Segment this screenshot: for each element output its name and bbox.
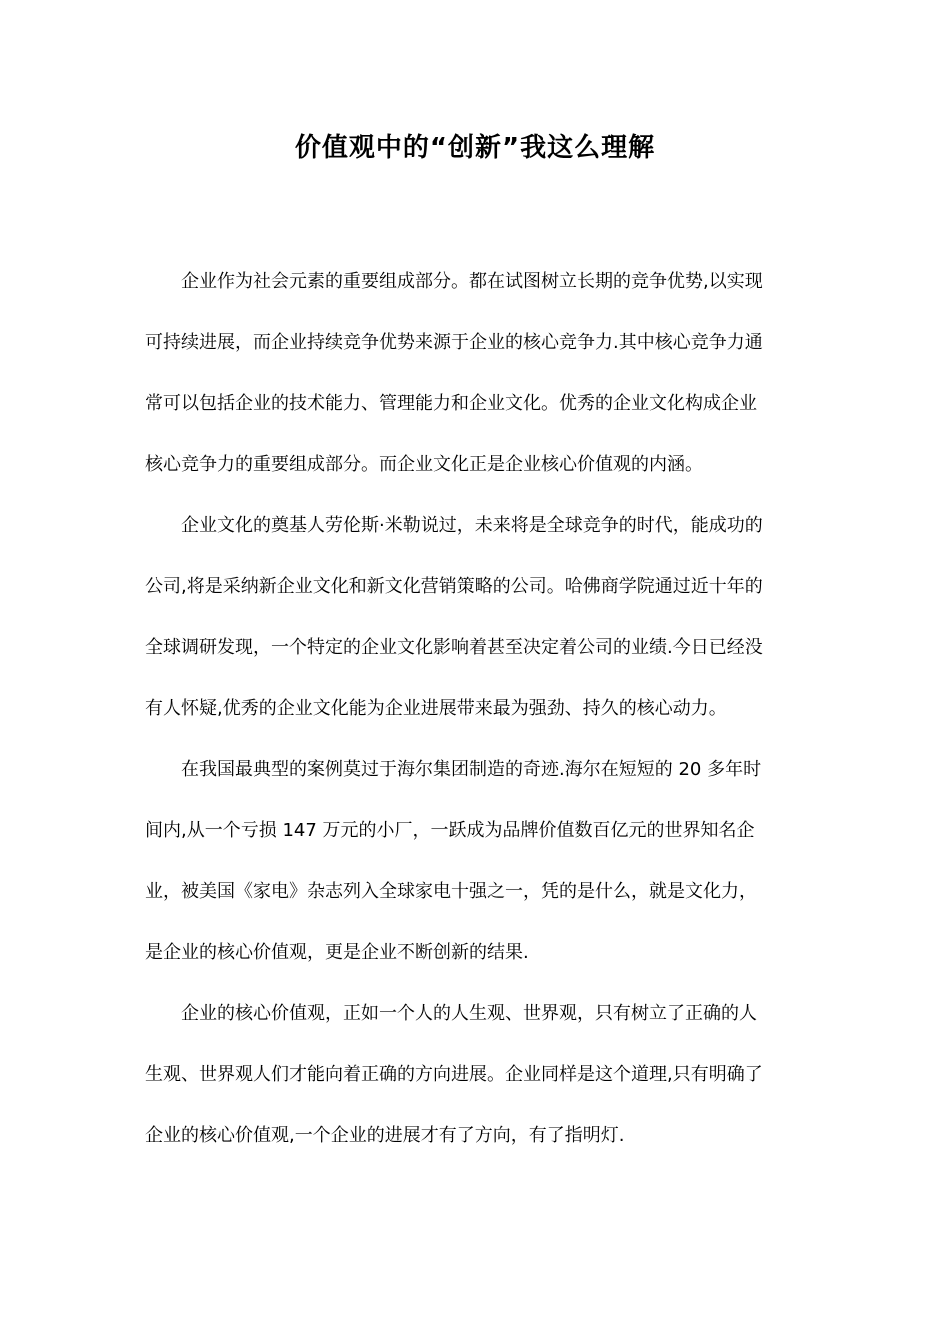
paragraph-line: 常可以包括企业的技术能力、管理能力和企业文化。优秀的企业文化构成企业 (145, 393, 757, 414)
document-title: 价值观中的“创新”我这么理解 (294, 133, 656, 163)
paragraph-1 (145, 251, 807, 495)
paragraph-line: 全球调研发现，一个特定的企业文化影响着甚至决定着公司的业绩.今日已经没 (145, 637, 763, 658)
paragraph-line: 企业的核心价值观,一个企业的进展才有了方向，有了指明灯. (145, 1125, 625, 1146)
paragraph-2 (145, 495, 807, 739)
paragraph-line: 间内,从一个亏损 147 万元的小厂，一跃成为品牌价值数百亿元的世界知名企 (145, 820, 755, 841)
paragraph-line: 企业文化的奠基人劳伦斯·米勒说过，未来将是全球竞争的时代，能成功的 (181, 515, 763, 536)
paragraph-line: 核心竞争力的重要组成部分。而企业文化正是企业核心价值观的内涵。 (145, 454, 703, 475)
paragraph-line: 企业的核心价值观，正如一个人的人生观、世界观，只有树立了正确的人 (181, 1003, 757, 1024)
paragraph-line: 有人怀疑,优秀的企业文化能为企业进展带来最为强劲、持久的核心动力。 (145, 698, 727, 719)
paragraph-line: 可持续进展，而企业持续竞争优势来源于企业的核心竞争力.其中核心竞争力通 (145, 332, 763, 353)
paragraph-line: 生观、世界观人们才能向着正确的方向进展。企业同样是这个道理,只有明确了 (145, 1064, 763, 1085)
paragraph-3 (145, 739, 807, 983)
paragraph-line: 公司,将是采纳新企业文化和新文化营销策略的公司。哈佛商学院通过近十年的 (145, 576, 763, 597)
paragraph-line: 在我国最典型的案例莫过于海尔集团制造的奇迹.海尔在短短的 20 多年时 (181, 759, 762, 780)
paragraph-line: 业，被美国《家电》杂志列入全球家电十强之一，凭的是什么，就是文化力， (145, 881, 757, 902)
paragraph-line: 企业作为社会元素的重要组成部分。都在试图树立长期的竞争优势,以实现 (181, 271, 763, 292)
paragraph-line: 是企业的核心价值观，更是企业不断创新的结果. (145, 942, 529, 963)
document-body (145, 251, 807, 1166)
paragraph-4 (145, 983, 807, 1166)
